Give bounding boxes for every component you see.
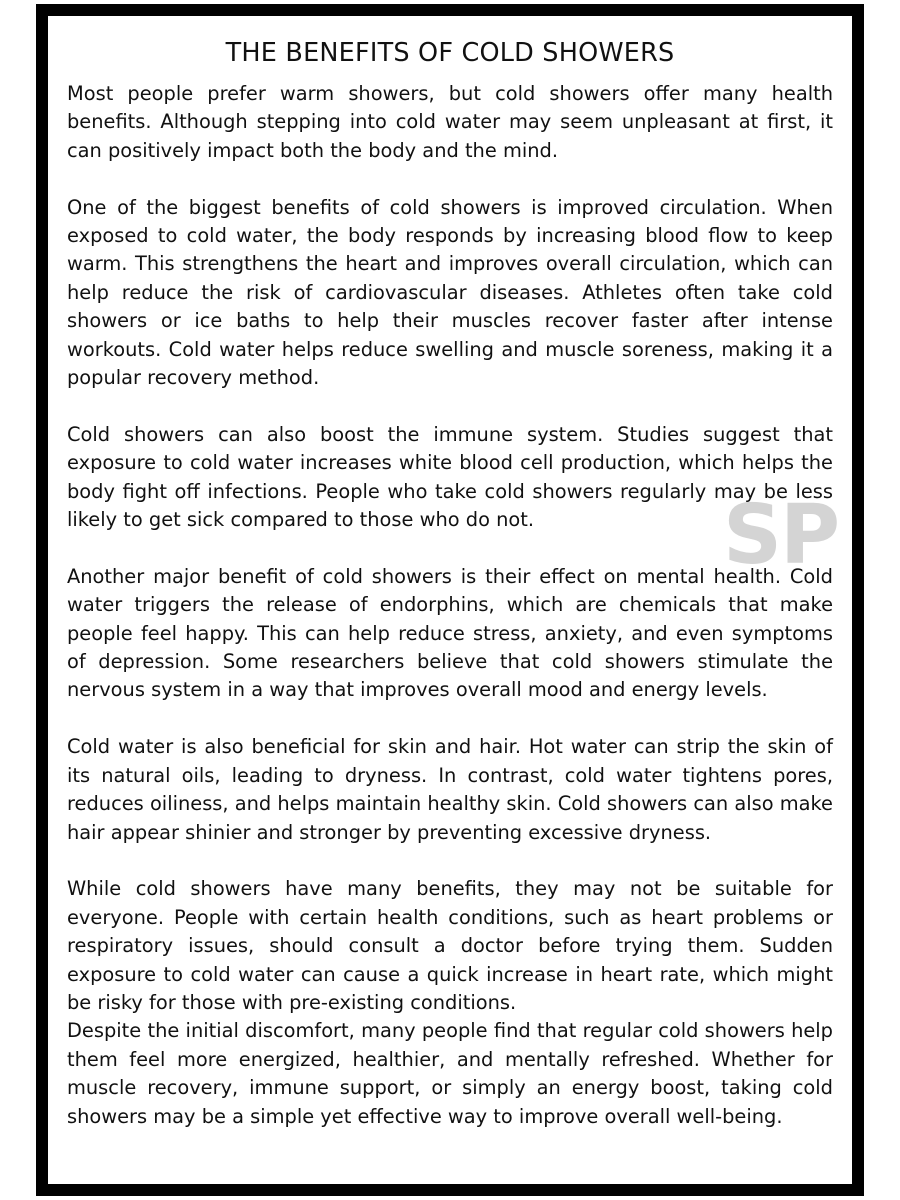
watermark-logo: SP [723,488,839,583]
page-title: THE BENEFITS OF COLD SHOWERS [225,38,675,68]
paragraph-caution: While cold showers have many benefits, they may not be suitable for everyone. People with certain health conditions, such as heart problems or respiratory issues, should consult a doctor before trying them. Sudden exposure to cold water can cause a quick increase in heart rate, which might be risky for those with pre-existing conditions. [67,877,833,1014]
page-border [36,4,864,1196]
paragraph-skin-hair: Cold water is also beneficial for skin and hair. Hot water can strip the skin of its natural oils, leading to dryness. In contrast, cold water tightens pores, reduces oiliness, and helps maintain healthy skin. Cold showers can also make hair appear shinier and stronger by preventing excessive dryness. [67,735,833,844]
article-body [67,80,833,1131]
paragraph-mental-health: Another major benefit of cold showers is their effect on mental health. Cold water triggers the release of endorphins, which are chemicals that make people feel happy. This can help reduce stress, anxiety, and even symptoms of depression. Some researchers believe that cold showers stimulate the nervous system in a way that improves overall mood and energy levels. [67,564,833,702]
paragraph-conclusion: Despite the initial discomfort, many people find that regular cold showers help them feel more energized, healthier, and mentally refreshed. Whether for muscle recovery, immune support, or simply an energy boost, taking cold showers may be a simple yet effective way to improve overall well-being. [67,1019,833,1128]
paragraph-intro: Most people prefer warm showers, but cold showers offer many health benefits. Although stepping into cold water may seem unpleasant at first, it can positively impact both the body and the mind. [67,82,833,162]
paragraph-immune: Cold showers can also boost the immune system. Studies suggest that exposure to cold water increases white blood cell production, which helps the body fight off infections. People who take cold showers regularly may be less likely to get sick compared to those who do not. [67,422,833,532]
paragraph-circulation: One of the biggest benefits of cold showers is improved circulation. When exposed to cold water, the body responds by increasing blood flow to keep warm. This strengthens the heart and improves overall circulation, which can help reduce the risk of cardiovascular diseases. Athletes often take cold showers or ice baths to help their muscles recover faster after intense workouts. Cold water helps reduce swelling and muscle soreness, making it a popular recovery method. [67,195,833,390]
